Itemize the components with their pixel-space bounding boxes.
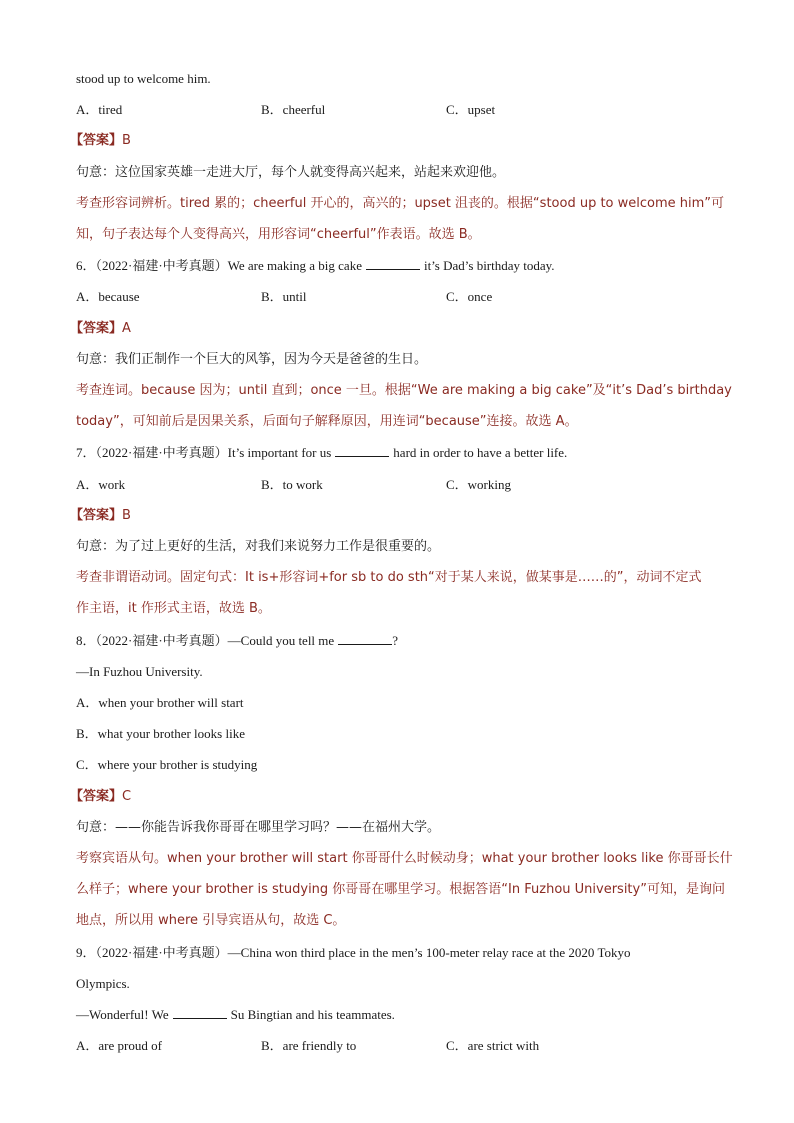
option-b: B．what your brother looks like bbox=[76, 726, 245, 742]
answer-tag: 【答案】 bbox=[70, 507, 123, 523]
question-6-meaning: 句意：我们正制作一个巨大的风筝，因为今天是爸爸的生日。 bbox=[76, 351, 428, 367]
question-9-reply bbox=[76, 999, 726, 1030]
question-8-answer bbox=[70, 781, 726, 812]
answer-tag: 【答案】 bbox=[70, 320, 123, 336]
question-6-answer bbox=[70, 313, 726, 344]
answer-value: A bbox=[122, 320, 131, 336]
question-8-meaning: 句意：——你能告诉我你哥哥在哪里学习吗？——在福州大学。 bbox=[76, 819, 441, 835]
stem-after-blank: it’s Dad’s birthday today. bbox=[423, 258, 555, 274]
option-c: C．where your brother is studying bbox=[76, 757, 258, 773]
question-7-meaning: 句意：为了过上更好的生活，对我们来说努力工作是很重要的。 bbox=[76, 539, 441, 555]
question-8-analysis-line-3: 地点，所以用 where 引导宾语从句，故选 C。 bbox=[76, 913, 346, 929]
option-c: C．are strict with bbox=[446, 1038, 540, 1054]
option-b: B．until bbox=[261, 289, 307, 305]
question-7-analysis-line-2: 作主语，it 作形式主语，故选 B。 bbox=[76, 601, 271, 617]
stem-before-blank: 8．（2022·福建·中考真题）—Could you tell me bbox=[76, 632, 335, 648]
question-7-analysis-line-1: 考查非谓语动词。固定句式：It is+形容词+for sb to do sth“对于某人来说，做某事是……的”，动词不定式 bbox=[76, 570, 702, 586]
stem-before-blank: 6．（2022·福建·中考真题）We are making a big cake bbox=[76, 258, 362, 274]
option-b: B．are friendly to bbox=[261, 1038, 357, 1054]
question-5-options bbox=[76, 94, 726, 125]
question-8-analysis-line-1: 考察宾语从句。when your brother will start 你哥哥什么时候动身；what your brother looks like 你哥哥长什 bbox=[76, 851, 733, 867]
answer-tag: 【答案】 bbox=[70, 133, 123, 149]
question-5-stem-continuation: stood up to welcome him. bbox=[76, 71, 211, 86]
question-6-analysis-line-2: today”，可知前后是因果关系，后面句子解释原因，用连词“because”连接。故选 A。 bbox=[76, 414, 578, 430]
question-6-analysis-line-1: 考查连词。because 因为；until 直到；once 一旦。根据“We are making a big cake”及“it’s Dad’s birthday bbox=[76, 383, 732, 399]
answer-tag: 【答案】 bbox=[70, 788, 123, 804]
option-b: B．to work bbox=[261, 476, 323, 492]
stem-before-blank: 7．（2022·福建·中考真题）It’s important for us bbox=[76, 445, 332, 461]
option-c: C．upset bbox=[446, 102, 496, 118]
question-5-meaning: 句意：这位国家英雄一走进大厅，每个人就变得高兴起来，站起来欢迎他。 bbox=[76, 164, 506, 180]
question-6-options bbox=[76, 281, 726, 312]
question-5-analysis-line-1: 考查形容词辨析。tired 累的；cheerful 开心的，高兴的；upset 沮丧的。根据“stood up to welcome him”可 bbox=[76, 195, 725, 211]
question-5-analysis-line-2: 知，句子表达每个人变得高兴，用形容词“cheerful”作表语。故选 B。 bbox=[76, 227, 481, 243]
question-7-options bbox=[76, 469, 726, 500]
stem-after-blank: hard in order to have a better life. bbox=[393, 445, 568, 461]
answer-value: B bbox=[122, 133, 131, 149]
answer-blank bbox=[173, 1006, 227, 1019]
question-7-answer bbox=[70, 500, 726, 531]
option-b: B．cheerful bbox=[261, 102, 326, 118]
question-9-stem-line-2: Olympics. bbox=[76, 975, 130, 991]
answer-blank bbox=[335, 444, 389, 457]
question-8-reply: —In Fuzhou University. bbox=[76, 663, 203, 679]
question-6-stem bbox=[76, 250, 726, 281]
option-c: C．once bbox=[446, 289, 493, 305]
answer-blank bbox=[366, 257, 420, 270]
option-c: C．working bbox=[446, 476, 512, 492]
option-a: A．are proud of bbox=[76, 1038, 162, 1054]
document-page bbox=[70, 63, 733, 1062]
question-7-stem bbox=[76, 437, 726, 468]
question-5-answer bbox=[70, 125, 726, 156]
question-9-options bbox=[76, 1030, 726, 1061]
option-a: A．when your brother will start bbox=[76, 695, 244, 711]
option-a: A．work bbox=[76, 476, 126, 492]
question-8-stem bbox=[76, 625, 726, 656]
stem-after-blank: ? bbox=[392, 632, 398, 648]
option-a: A．because bbox=[76, 289, 140, 305]
answer-blank bbox=[338, 632, 392, 645]
reply-after-blank: Su Bingtian and his teammates. bbox=[230, 1007, 395, 1023]
question-9-stem-line-1: 9．（2022·福建·中考真题）—China won third place in the men’s 100-meter relay race at the 2020 Tokyo bbox=[76, 944, 631, 960]
option-a: A．tired bbox=[76, 102, 123, 118]
answer-value: B bbox=[122, 507, 131, 523]
answer-value: C bbox=[122, 788, 132, 804]
reply-before-blank: —Wonderful! We bbox=[76, 1007, 169, 1023]
question-8-analysis-line-2: 么样子；where your brother is studying 你哥哥在哪里学习。根据答语“In Fuzhou University”可知，是询问 bbox=[76, 882, 725, 898]
